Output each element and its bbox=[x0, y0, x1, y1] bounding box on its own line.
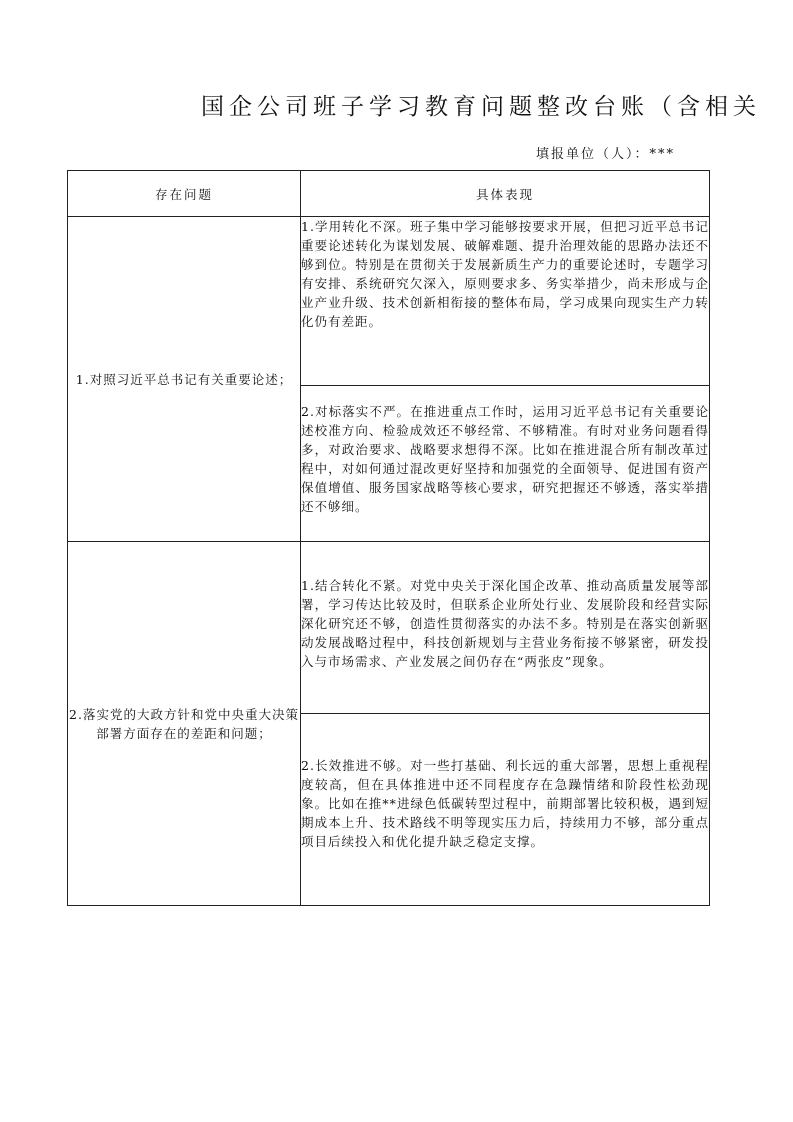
detail-cell-2-2: 2.长效推进不够。对一些打基础、利长远的重大部署，思想上重视程度较高，但在具体推进中还不同程度存在急躁情绪和阶段性松劲现象。比如在推**进绿色低碳转型过程中，前期部署比较积极，遇到短期成本上升、技术路线不明等现实压力后，持续用力不够，部分重点项目后续投入和优化提升缺乏稳定支撑。 bbox=[301, 714, 710, 906]
document-title-container bbox=[0, 92, 793, 124]
table-row bbox=[68, 217, 710, 386]
detail-cell-2-1: 1.结合转化不紧。对党中央关于深化国企改革、推动高质量发展等部署，学习传达比较及时，但联系企业所处行业、发展阶段和经营实际深化研究还不够，创造性贯彻落实的办法不多。特别是在落实创新驱动发展战略过程中，科技创新规划与主营业务衔接不够紧密，研发投入与市场需求、产业发展之间仍存在“两张皮”现象。 bbox=[301, 542, 710, 714]
table-row bbox=[68, 542, 710, 714]
detail-cell-1-2: 2.对标落实不严。在推进重点工作时，运用习近平总书记有关重要论述校准方向、检验成效还不够经常、不够精准。有时对业务问题看得多，对政治要求、战略要求想得不深。比如在推进混合所有制改革过程中，对如何通过混改更好坚持和加强党的全面领导、促进国有资产保值增值、服务国家战略等核心要求，研究把握还不够透，落实举措还不够细。 bbox=[301, 386, 710, 542]
reporting-unit-label: 填报单位（人）：*** bbox=[536, 147, 676, 162]
table-header-row bbox=[68, 171, 710, 217]
header-detail: 具体表现 bbox=[301, 171, 710, 217]
document-title: 国企公司班子学习教育问题整改台账（含相关 bbox=[201, 94, 761, 120]
issue-cell-1: 1.对照习近平总书记有关重要论述； bbox=[68, 217, 301, 542]
issue-cell-2: 2.落实党的大政方针和党中央重大决策部署方面存在的差距和问题； bbox=[68, 542, 301, 906]
header-issue: 存在问题 bbox=[68, 171, 301, 217]
rectification-ledger-table bbox=[67, 170, 710, 906]
detail-cell-1-1: 1.学用转化不深。班子集中学习能够按要求开展，但把习近平总书记重要论述转化为谋划发展、破解难题、提升治理效能的思路办法还不够到位。特别是在贯彻关于发展新质生产力的重要论述时，专题学习有安排、系统研究欠深入，原则要求多、务实举措少，尚未形成与企业产业升级、技术创新相衔接的整体布局，学习成果向现实生产力转化仍有差距。 bbox=[301, 217, 710, 386]
